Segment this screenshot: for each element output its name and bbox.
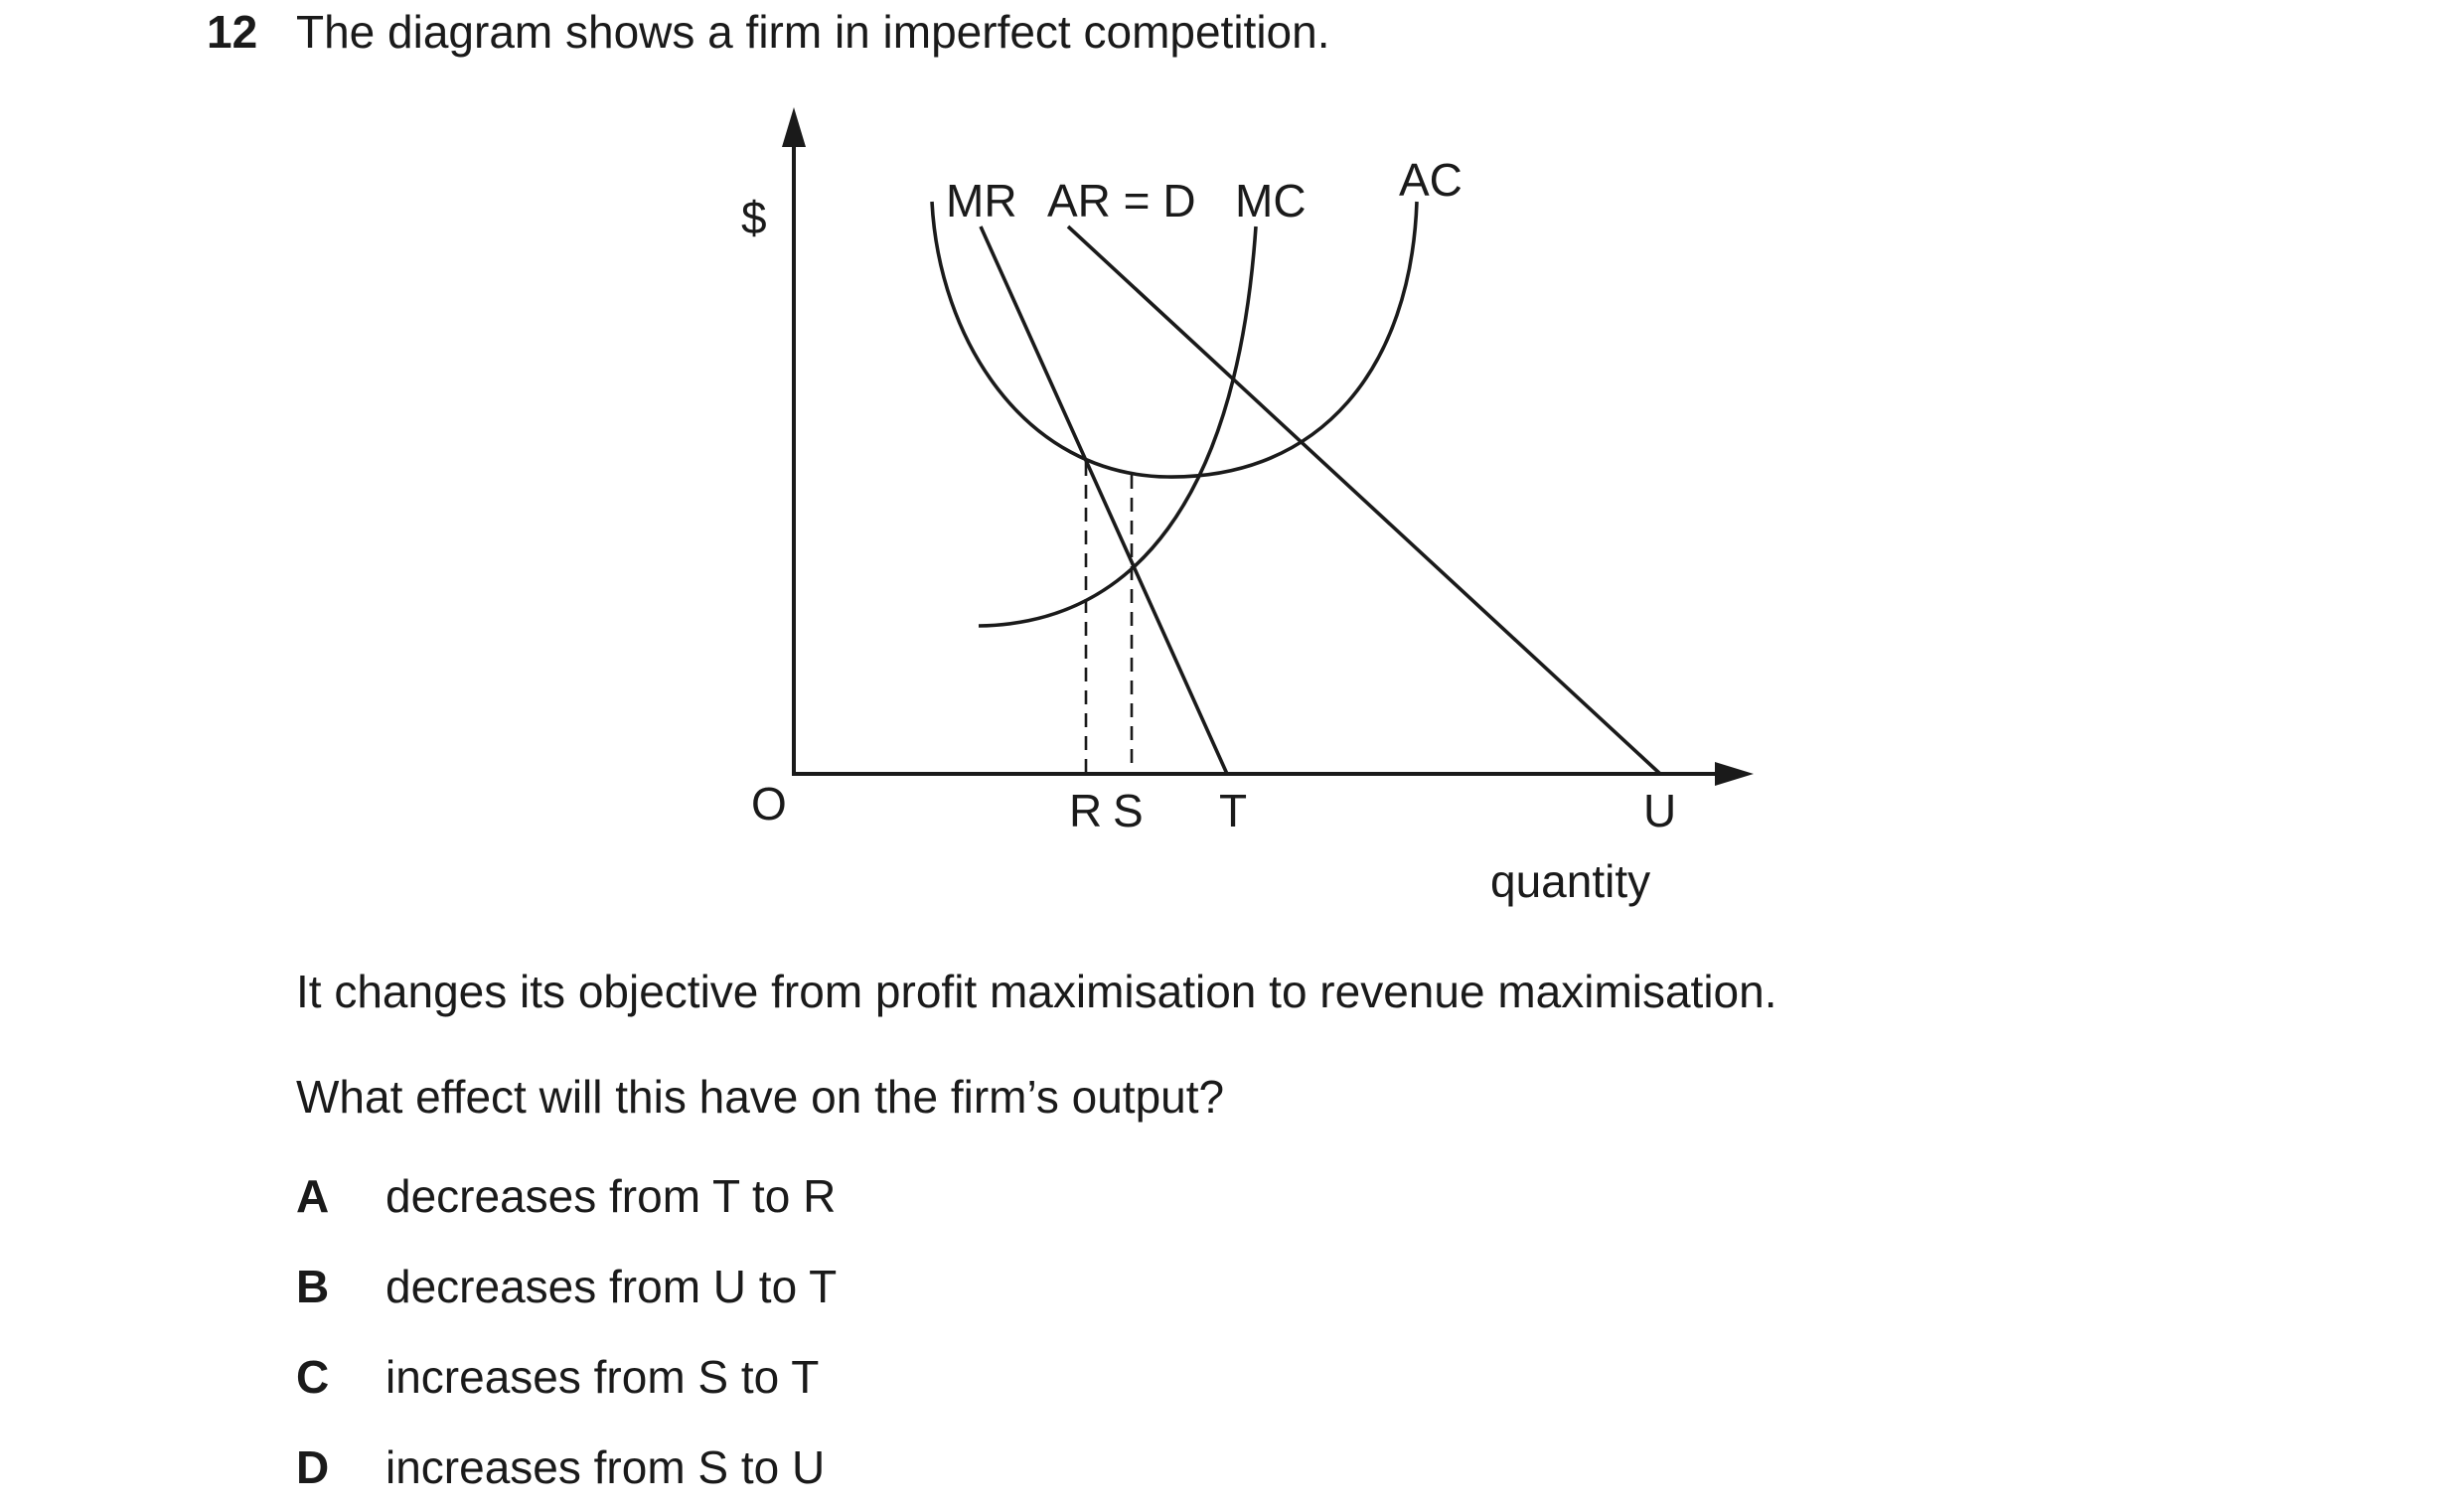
option-text: increases from S to T <box>385 1351 820 1403</box>
context-paragraph: It changes its objective from profit maximisation to revenue maximisation. <box>296 966 1777 1017</box>
option-letter: C <box>296 1351 330 1403</box>
point-label-r: R <box>1069 785 1103 836</box>
option-text: decreases from T to R <box>385 1170 837 1222</box>
prompt-paragraph: What effect will this have on the firm’s output? <box>296 1071 1225 1123</box>
y-axis-label: $ <box>741 192 767 243</box>
ar-demand-line <box>1068 226 1660 774</box>
option-letter: D <box>296 1441 330 1493</box>
ac-label: AC <box>1399 154 1463 206</box>
mr-label: MR <box>946 175 1017 226</box>
ac-curve <box>932 202 1417 477</box>
option-letter: A <box>296 1170 330 1222</box>
mr-line <box>981 226 1227 774</box>
ar-label: AR = D <box>1047 175 1196 226</box>
mc-label: MC <box>1235 175 1307 226</box>
option-text: decreases from U to T <box>385 1261 838 1312</box>
question-number: 12 <box>207 6 258 58</box>
origin-label: O <box>751 778 787 830</box>
question-stem: The diagram shows a firm in imperfect competition. <box>296 6 1330 58</box>
mc-curve <box>979 226 1256 626</box>
y-axis-arrowhead <box>782 107 806 147</box>
point-label-u: U <box>1643 785 1677 836</box>
point-label-s: S <box>1113 785 1144 836</box>
x-axis-arrowhead <box>1715 762 1754 786</box>
point-label-t: T <box>1219 785 1248 836</box>
x-axis-label: quantity <box>1490 855 1651 907</box>
option-text: increases from S to U <box>385 1441 826 1493</box>
option-letter: B <box>296 1261 330 1312</box>
